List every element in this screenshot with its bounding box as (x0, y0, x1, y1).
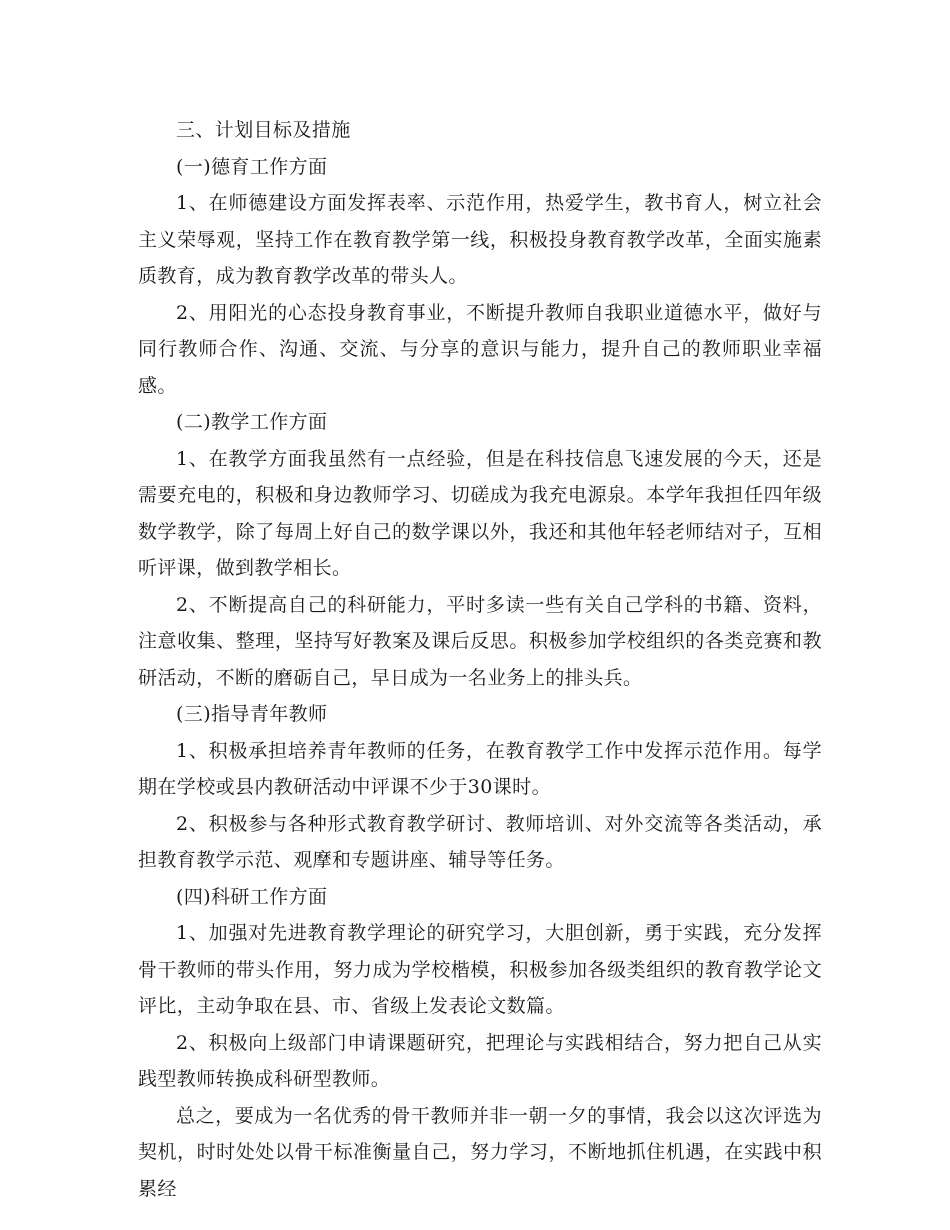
paragraph: 1、在师德建设方面发挥表率、示范作用，热爱学生，教书育人，树立社会主义荣辱观，坚持工作在教育教学第一线，积极投身教育教学改革，全面实施素质教育，成为教育教学改革的带头人。 (138, 192, 822, 287)
subsection-title-mentoring: (三)指导青年教师 (176, 703, 328, 725)
paragraph: 2、积极向上级部门申请课题研究，把理论与实践相结合，努力把自己从实践型教师转换成科研型教师。 (138, 1031, 822, 1090)
paragraph: 2、不断提高自己的科研能力，平时多读一些有关自己学科的书籍、资料，注意收集、整理，坚持写好教案及课后反思。积极参加学校组织的各类竞赛和教研活动，不断的磨砺自己，早日成为一名业务上的排头兵。 (138, 593, 822, 689)
conclusion-paragraph: 总之，要成为一名优秀的骨干教师并非一朝一夕的事情，我会以这次评选为契机，时时处处以骨干标准衡量自己，努力学习，不断地抓住机遇，在实践中积累经 (138, 1104, 822, 1200)
document-page (138, 112, 822, 1207)
paragraph: 2、用阳光的心态投身教育事业，不断提升教师自我职业道德水平，做好与同行教师合作、沟通、交流、与分享的意识与能力，提升自己的教师职业幸福感。 (138, 301, 822, 397)
paragraph: 2、积极参与各种形式教育教学研讨、教师培训、对外交流等各类活动，承担教育教学示范、观摩和专题讲座、辅导等任务。 (138, 812, 822, 871)
subsection-title-research: (四)科研工作方面 (176, 885, 328, 908)
paragraph: 1、加强对先进教育教学理论的研究学习，大胆创新，勇于实践，充分发挥骨干教师的带头作用，努力成为学校楷模，积极参加各级类组织的教育教学论文评比，主动争取在县、市、省级上发表论文数篇。 (138, 922, 822, 1017)
subsection-title-moral: (一)德育工作方面 (176, 155, 328, 178)
subsection-title-teaching: (二)教学工作方面 (176, 411, 328, 433)
section-title: 三、计划目标及措施 (176, 119, 351, 141)
paragraph: 1、在教学方面我虽然有一点经验，但是在科技信息飞速发展的今天，还是需要充电的，积极和身边教师学习、切磋成为我充电源泉。本学年我担任四年级数学教学，除了每周上好自己的数学课以外，我还和其他年轻老师结对子，互相听评课，做到教学相长。 (138, 447, 822, 579)
paragraph: 1、积极承担培养青年教师的任务，在教育教学工作中发挥示范作用。每学期在学校或县内教研活动中评课不少于30课时。 (138, 739, 822, 798)
